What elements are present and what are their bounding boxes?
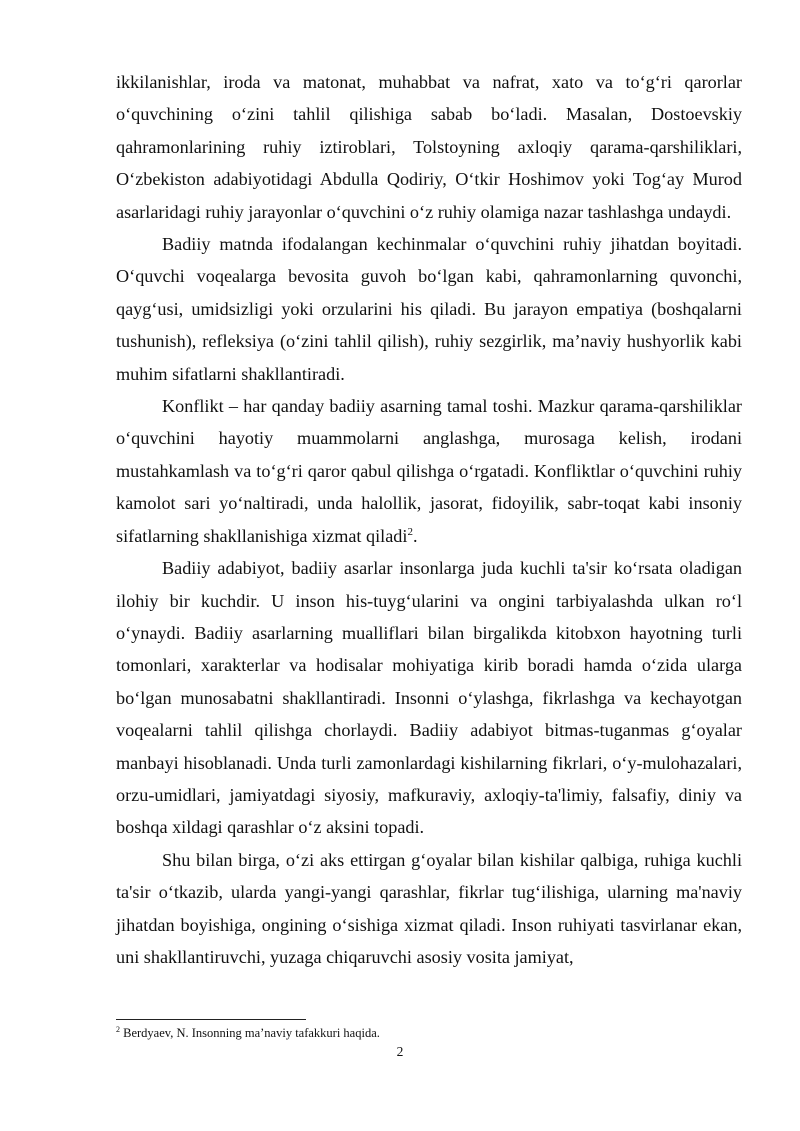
paragraph-5: Shu bilan birga, o‘zi aks ettirgan g‘oyalar bilan kishilar qalbiga, ruhiga kuchli ta'sir o‘tkazib, ularda yangi-yangi qarashlar, fikrlar tug‘ilishiga, ularning ma'naviy jihatdan boyishiga, ongining o‘sishiga xizmat qiladi. Inson ruhiyati tasvirlanar ekan, uni shakllantiruvchi, yuzaga chiqaruvchi asosiy vosita jamiyat, — [116, 849, 742, 967]
footnote-marker: 2 — [116, 1024, 120, 1034]
body-text — [116, 66, 742, 973]
paragraph-4: Badiiy adabiyot, badiiy asarlar insonlarga juda kuchli ta'sir ko‘rsata oladigan ilohiy bir kuchdir. U inson his-tuyg‘ularini va ongini tarbiyalashda ulkan ro‘l o‘ynaydi. Badiiy asarlarning mualliflari bilan birgalikda kitobxon hayotning turli tomonlari, xarakterlar va hodisalar mohiyatiga kirib boradi hamda o‘zida ularga bo‘lgan munosabatni shakllantiradi. Insonni o‘ylashga, fikrlashga va kechayotgan voqealarni tahlil qilishga chorlaydi. Badiiy adabiyot bitmas-tuganmas g‘oyalar manbayi hisoblanadi. Unda turli zamonlardagi kishilarning fikrlari, o‘y-mulohazalari, orzu-umidlari, jamiyatdagi siyosiy, mafkuraviy, axloqiy-ta'limiy, falsafiy, diniy va boshqa xildagi qarashlar o‘z aksini topadi. — [116, 558, 742, 838]
footnote — [116, 1025, 742, 1041]
footnote-reference[interactable]: 2 — [407, 525, 413, 538]
paragraph-3-text: Konflikt – har qanday badiiy asarning tamal toshi. Mazkur qarama-qarshiliklar o‘quvchini hayotiy muammolarni anglashga, murosaga kelish, irodani mustahkamlash va to‘g‘ri qaror qabul qilishga o‘rgatadi. Konfliktlar o‘quvchini ruhiy kamolot sari yo‘naltiradi, unda halollik, jasorat, fidoyilik, sabr-toqat kabi insoniy sifatlarning shakllanishiga xizmat qiladi — [116, 396, 742, 546]
page-number: 2 — [396, 1044, 404, 1059]
footnote-divider — [116, 1019, 306, 1020]
paragraph-3-end: . — [412, 525, 418, 546]
paragraph-1: ikkilanishlar, iroda va matonat, muhabbat va nafrat, xato va to‘g‘ri qarorlar o‘quvchining o‘zini tahlil qilishiga sabab bo‘ladi. Masalan, Dostoevskiy qahramonlarining ruhiy iztiroblari, Tolstoyning axloqiy qarama-qarshiliklari, O‘zbekiston adabiyotidagi Abdulla Qodiriy, O‘tkir Hoshimov yoki Tog‘ay Murod asarlaridagi ruhiy jarayonlar o‘quvchini o‘z ruhiy olamiga nazar tashlashga undaydi. — [116, 72, 742, 222]
paragraph-2: Badiiy matnda ifodalangan kechinmalar o‘quvchini ruhiy jihatdan boyitadi. O‘quvchi voqealarga bevosita guvoh bo‘lgan kabi, qahramonlarning quvonchi, qayg‘usi, umidsizligi yoki orzularini his qiladi. Bu jarayon empatiya (boshqalarni tushunish), refleksiya (o‘zini tahlil qilish), ruhiy sezgirlik, ma’naviy hushyorlik kabi muhim sifatlarni shakllantiradi. — [116, 234, 742, 384]
paragraph-3 — [116, 390, 742, 552]
footnote-text: Berdyaev, N. Insonning ma’naviy tafakkuri haqida. — [120, 1026, 380, 1040]
